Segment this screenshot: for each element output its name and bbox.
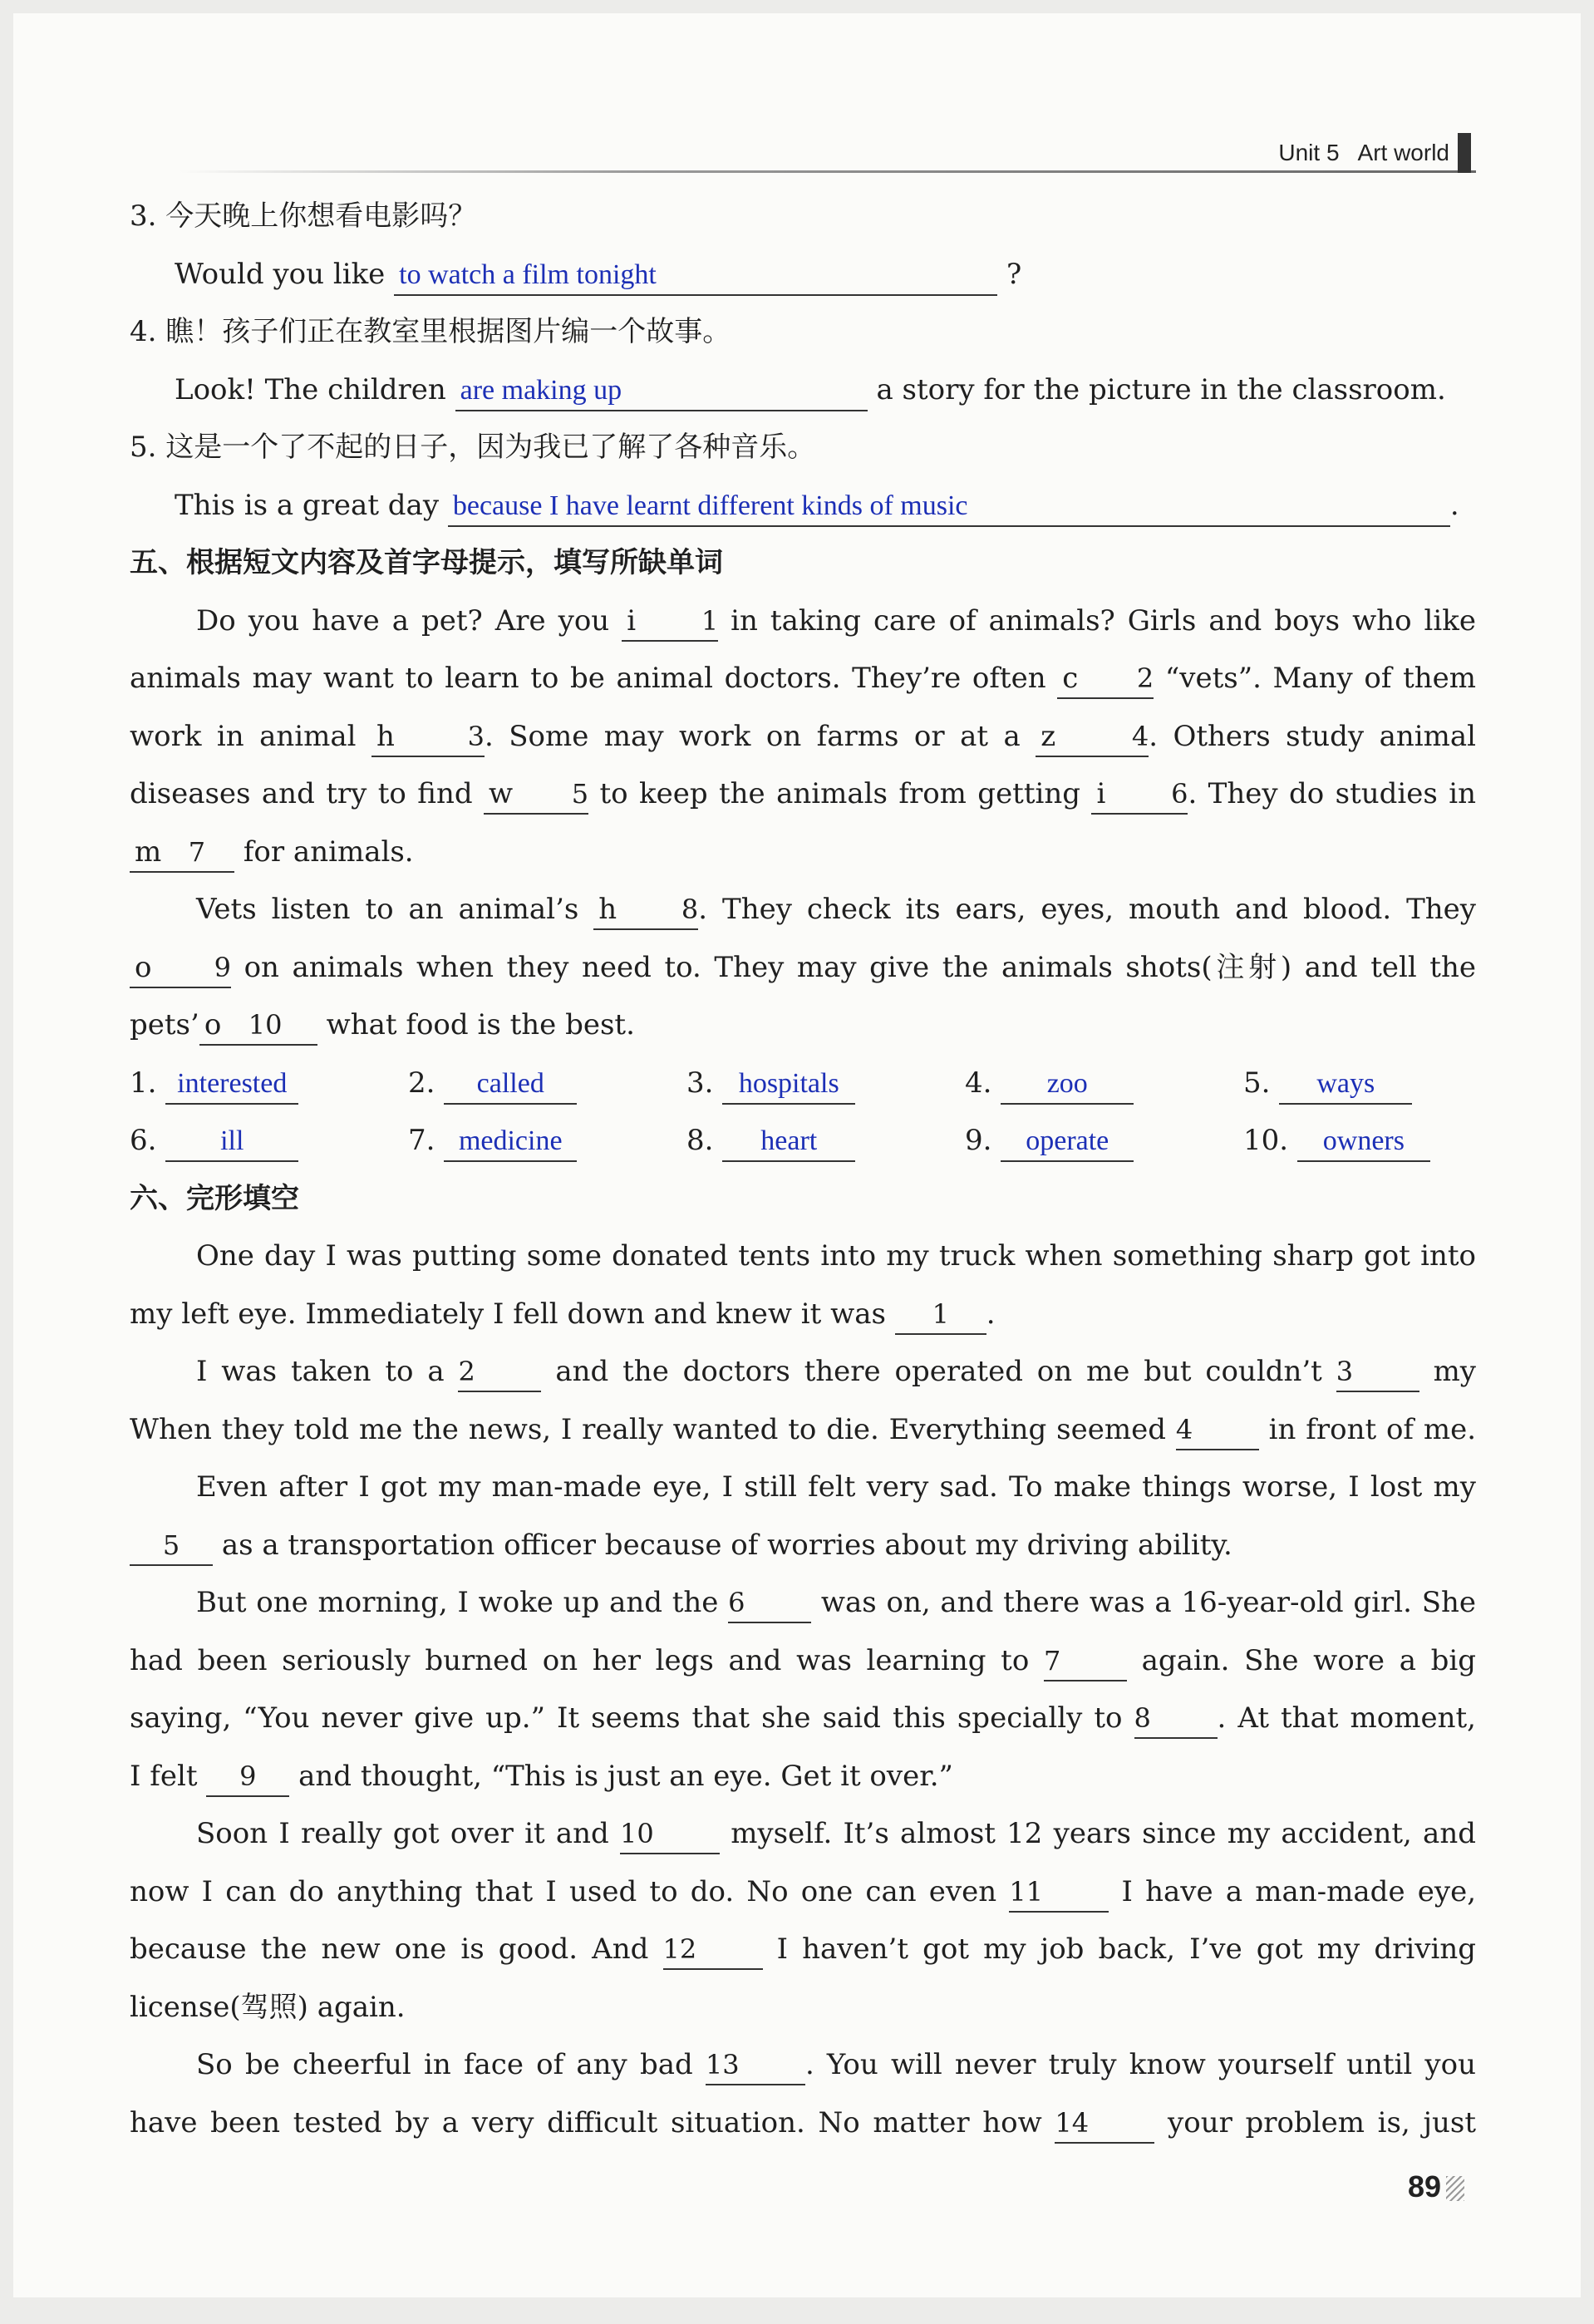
answers-row-1 <box>130 1055 1476 1113</box>
answers-row-2 <box>130 1112 1476 1170</box>
answer-blank[interactable]: called <box>444 1064 577 1105</box>
passage-line: license(驾照) again. <box>130 1990 406 2024</box>
passage-line: pets’ o 10 what food is the best. <box>130 997 1476 1055</box>
passage-line: had been seriously burned on her legs and was learning to 7 again. She wore a big <box>130 1632 1476 1691</box>
passage-line: work in animal h 3. Some may work on farms or at a z 4. Others study animal <box>130 708 1476 766</box>
passage-line: my left eye. Immediately I fell down and knew it was 1 . <box>130 1286 1476 1344</box>
unit-label: Unit 5 <box>1278 140 1340 165</box>
passage-line: because the new one is good. And 12 I haven’t got my job back, I’ve got my driving <box>130 1921 1476 1979</box>
cloze-blank[interactable]: 11 <box>1009 1873 1109 1913</box>
answer-item: 10. owners <box>1243 1112 1430 1170</box>
section-6-title: 六、完形填空 <box>130 1181 299 1215</box>
cloze-blank[interactable]: c 2 <box>1057 659 1154 699</box>
passage-line: have been tested by a very difficult situation. No matter how 14 your problem is, just <box>130 2095 1476 2153</box>
translation-4-cn: 4. 瞧！孩子们正在教室里根据图片编一个故事。 <box>130 315 731 348</box>
answer-item: 5. ways <box>1243 1055 1412 1113</box>
cloze-blank[interactable]: w 5 <box>484 775 588 815</box>
page-header <box>180 130 1476 173</box>
cloze-blank[interactable]: o 10 <box>199 1006 317 1046</box>
unit-title: Art world <box>1357 140 1449 165</box>
answer-item: 6. ill <box>130 1112 298 1170</box>
passage-line: 5 as a transportation officer because of worries about my driving ability. <box>130 1517 1476 1575</box>
answer-item: 9. operate <box>965 1112 1134 1170</box>
answer-blank[interactable]: because I have learnt different kinds of music <box>448 486 1450 527</box>
answer-blank[interactable]: ill <box>165 1121 298 1162</box>
passage-line: I felt 9 and thought, “This is just an eye. Get it over.” <box>130 1748 1476 1806</box>
answer-blank[interactable]: to watch a film tonight <box>394 255 997 296</box>
answer-item: 4. zoo <box>965 1055 1134 1113</box>
passage-line: Do you have a pet? Are you i 1 in taking care of animals? Girls and boys who like <box>130 593 1476 651</box>
answer-item: 1. interested <box>130 1055 298 1113</box>
cloze-blank[interactable]: 7 <box>1044 1642 1127 1681</box>
passage-line: now I can do anything that I used to do. No one can even 11 I have a man-made eye, <box>130 1864 1476 1922</box>
passage-line: animals may want to learn to be animal doctors. They’re often c 2 “vets”. Many of them <box>130 650 1476 708</box>
cloze-blank[interactable]: h 8 <box>593 890 698 930</box>
answer-blank[interactable]: medicine <box>444 1121 577 1162</box>
workbook-page <box>13 13 1581 2297</box>
cloze-blank[interactable]: 14 <box>1055 2104 1154 2144</box>
passage-line: o 9 on animals when they need to. They may give the animals shots(注射) and tell the <box>130 939 1476 997</box>
cloze-blank[interactable]: i 6 <box>1091 775 1188 815</box>
cloze-blank[interactable]: 6 <box>728 1583 811 1623</box>
answer-blank[interactable]: ways <box>1279 1064 1412 1105</box>
cloze-blank[interactable]: o 9 <box>130 948 231 988</box>
answer-blank[interactable]: hospitals <box>722 1064 855 1105</box>
cloze-blank[interactable]: h 3 <box>371 717 485 757</box>
cloze-blank[interactable]: 13 <box>706 2046 805 2085</box>
answer-item: 3. hospitals <box>686 1055 855 1113</box>
cloze-blank[interactable]: 12 <box>663 1930 763 1970</box>
passage-line: Even after I got my man-made eye, I still felt very sad. To make things worse, I lost my <box>196 1470 1476 1504</box>
passage-line: Vets listen to an animal’s h 8. They check its ears, eyes, mouth and blood. They <box>130 881 1476 939</box>
cloze-blank[interactable]: i 1 <box>622 602 718 642</box>
translation-4-en: Look! The children are making up a story for the picture in the classroom. <box>130 362 1476 420</box>
header-text <box>1260 140 1449 166</box>
passage-line: So be cheerful in face of any bad 13 . You will never truly know yourself until you <box>130 2036 1476 2095</box>
cloze-blank[interactable]: 2 <box>458 1352 541 1392</box>
header-rule <box>180 170 1476 173</box>
cloze-blank[interactable]: 4 <box>1176 1411 1259 1450</box>
cloze-blank[interactable]: 3 <box>1336 1352 1419 1392</box>
answer-blank[interactable]: are making up <box>455 371 868 411</box>
passage-line: saying, “You never give up.” It seems that she said this specially to 8 . At that moment, <box>130 1690 1476 1748</box>
passage-line: One day I was putting some donated tents into my truck when something sharp got into <box>196 1239 1476 1273</box>
cloze-blank[interactable]: 1 <box>895 1295 986 1335</box>
translation-3-cn: 3. 今天晚上你想看电影吗？ <box>130 199 477 233</box>
passage-line: I was taken to a 2 and the doctors there operated on me but couldn’t 3 my <box>130 1343 1476 1401</box>
translation-5-cn: 5. 这是一个了不起的日子，因为我已了解了各种音乐。 <box>130 431 816 464</box>
answer-blank[interactable]: heart <box>722 1121 855 1162</box>
cloze-blank[interactable]: 8 <box>1134 1699 1218 1739</box>
page-content <box>130 188 1476 2152</box>
cloze-blank[interactable]: z 4 <box>1036 717 1149 757</box>
answer-item: 7. medicine <box>408 1112 577 1170</box>
page-number: 89 <box>1408 2169 1464 2204</box>
answer-blank[interactable]: operate <box>1001 1121 1134 1162</box>
answer-blank[interactable]: owners <box>1297 1121 1430 1162</box>
passage-line: But one morning, I woke up and the 6 was on, and there was a 16-year-old girl. She <box>130 1574 1476 1632</box>
section-5-title: 五、根据短文内容及首字母提示，填写所缺单词 <box>130 546 723 579</box>
cloze-blank[interactable]: 10 <box>620 1814 720 1854</box>
header-tab-marker <box>1458 133 1471 173</box>
answer-blank[interactable]: zoo <box>1001 1064 1134 1105</box>
translation-3-en: Would you like to watch a film tonight ? <box>130 246 1476 304</box>
cloze-blank[interactable]: m 7 <box>130 833 234 873</box>
answer-blank[interactable]: interested <box>165 1064 298 1105</box>
cloze-blank[interactable]: 5 <box>130 1526 213 1566</box>
passage-line: m 7 for animals. <box>130 824 1476 882</box>
answer-item: 2. called <box>408 1055 577 1113</box>
passage-line: Soon I really got over it and 10 myself. It’s almost 12 years since my accident, and <box>130 1805 1476 1864</box>
translation-5-en: This is a great day because I have learnt different kinds of music . <box>130 477 1476 535</box>
cloze-blank[interactable]: 9 <box>206 1757 289 1797</box>
passage-line: When they told me the news, I really wanted to die. Everything seemed 4 in front of me. <box>130 1401 1476 1460</box>
passage-line: diseases and try to find w 5 to keep the animals from getting i 6. They do studies in <box>130 766 1476 824</box>
answer-item: 8. heart <box>686 1112 855 1170</box>
